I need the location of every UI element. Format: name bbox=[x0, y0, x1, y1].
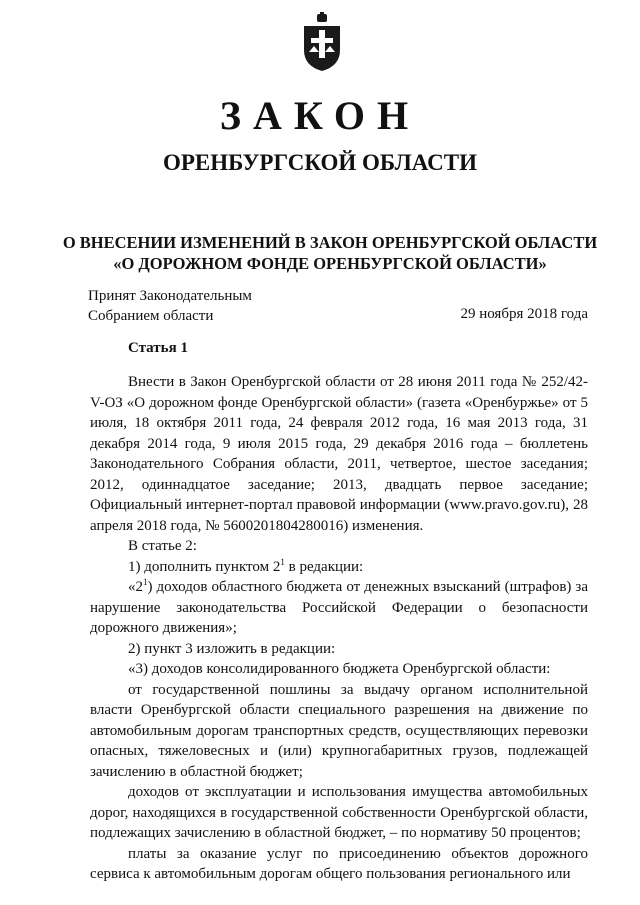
subject-line-2: «О ДОРОЖНОМ ФОНДЕ ОРЕНБУРГСКОЙ ОБЛАСТИ» bbox=[113, 254, 547, 273]
item-1 bbox=[90, 557, 588, 578]
article-body bbox=[90, 372, 588, 885]
paragraph-state-duty: от государственной пошлины за выдачу органом исполнительной власти Оренбургской области специального разрешения на движение по автомобильным дорогам транспортных средств, осуществляющих перевозки опасных, тяжеловесных и (или) крупногабаритных грузов, подлежащей зачислению в областной бюджет; bbox=[90, 681, 588, 780]
law-subject bbox=[60, 232, 600, 274]
in-article-line: В статье 2: bbox=[128, 538, 197, 554]
law-title: ЗАКОН bbox=[219, 93, 421, 138]
intro-paragraph: Внести в Закон Оренбургской области от 28 июня 2011 года № 252/42-V-ОЗ «О дорожном фонде Оренбургской области» (газета «Оренбуржье» от 5 июля, 18 октября 2011 года, 24 февраля 2012 года, 16 мая 2013 года, 31 декабря 2014 года, 9 июля 2015 года, 29 декабря 2016 года – бюллетень Законодательного Собрания области, 2011, четвертое, шестое заседания; 2012, одиннадцатое заседание; 2013, двадцать первое заседание; Официальный интернет-портал правовой информации (www.pravo.gov.ru), 28 апреля 2018 года, № 5600201804280016) изменения. bbox=[90, 374, 588, 534]
item-1-superscript: 1 bbox=[280, 556, 285, 567]
paragraph-road-service: платы за оказание услуг по присоединению объектов дорожного сервиса к автомобильным дорогам общего пользования регионального или bbox=[90, 845, 588, 882]
region-title: ОРЕНБУРГСКОЙ ОБЛАСТИ bbox=[162, 150, 478, 175]
item-2: 2) пункт 3 изложить в редакции: bbox=[128, 640, 336, 657]
adoption-date: 29 ноября 2018 года bbox=[460, 306, 588, 322]
quote-2: «3) доходов консолидированного бюджета Оренбургской области: bbox=[128, 661, 551, 677]
quote-1-text: ) доходов областного бюджета от денежных взысканий (штрафов) за нарушение законодательства Российской Федерации о безопасности дорожного движения»; bbox=[90, 579, 588, 636]
paragraph-road-property: доходов от эксплуатации и использования имущества автомобильных дорог, находящихся в государственной собственности Оренбургской области, подлежащих зачислению в областной бюджет, – по нормативу 50 процентов; bbox=[90, 784, 588, 841]
item-1-text: 1) дополнить пунктом 2 bbox=[128, 558, 281, 575]
item-1-text-end: в редакции: bbox=[284, 558, 364, 575]
subject-line-1: О ВНЕСЕНИИ ИЗМЕНЕНИЙ В ЗАКОН ОРЕНБУРГСКОЙ ОБЛАСТИ bbox=[62, 233, 598, 252]
adoption-note bbox=[88, 286, 252, 326]
quote-1 bbox=[90, 577, 588, 639]
quote-1-superscript: 1 bbox=[143, 577, 148, 587]
article-title: Статья 1 bbox=[128, 340, 188, 356]
adoption-line-2: Собранием области bbox=[88, 308, 214, 324]
adoption-line-1: Принят Законодательным bbox=[88, 288, 252, 304]
quote-1-start: «2 bbox=[128, 579, 143, 595]
coat-of-arms-emblem bbox=[300, 12, 344, 72]
